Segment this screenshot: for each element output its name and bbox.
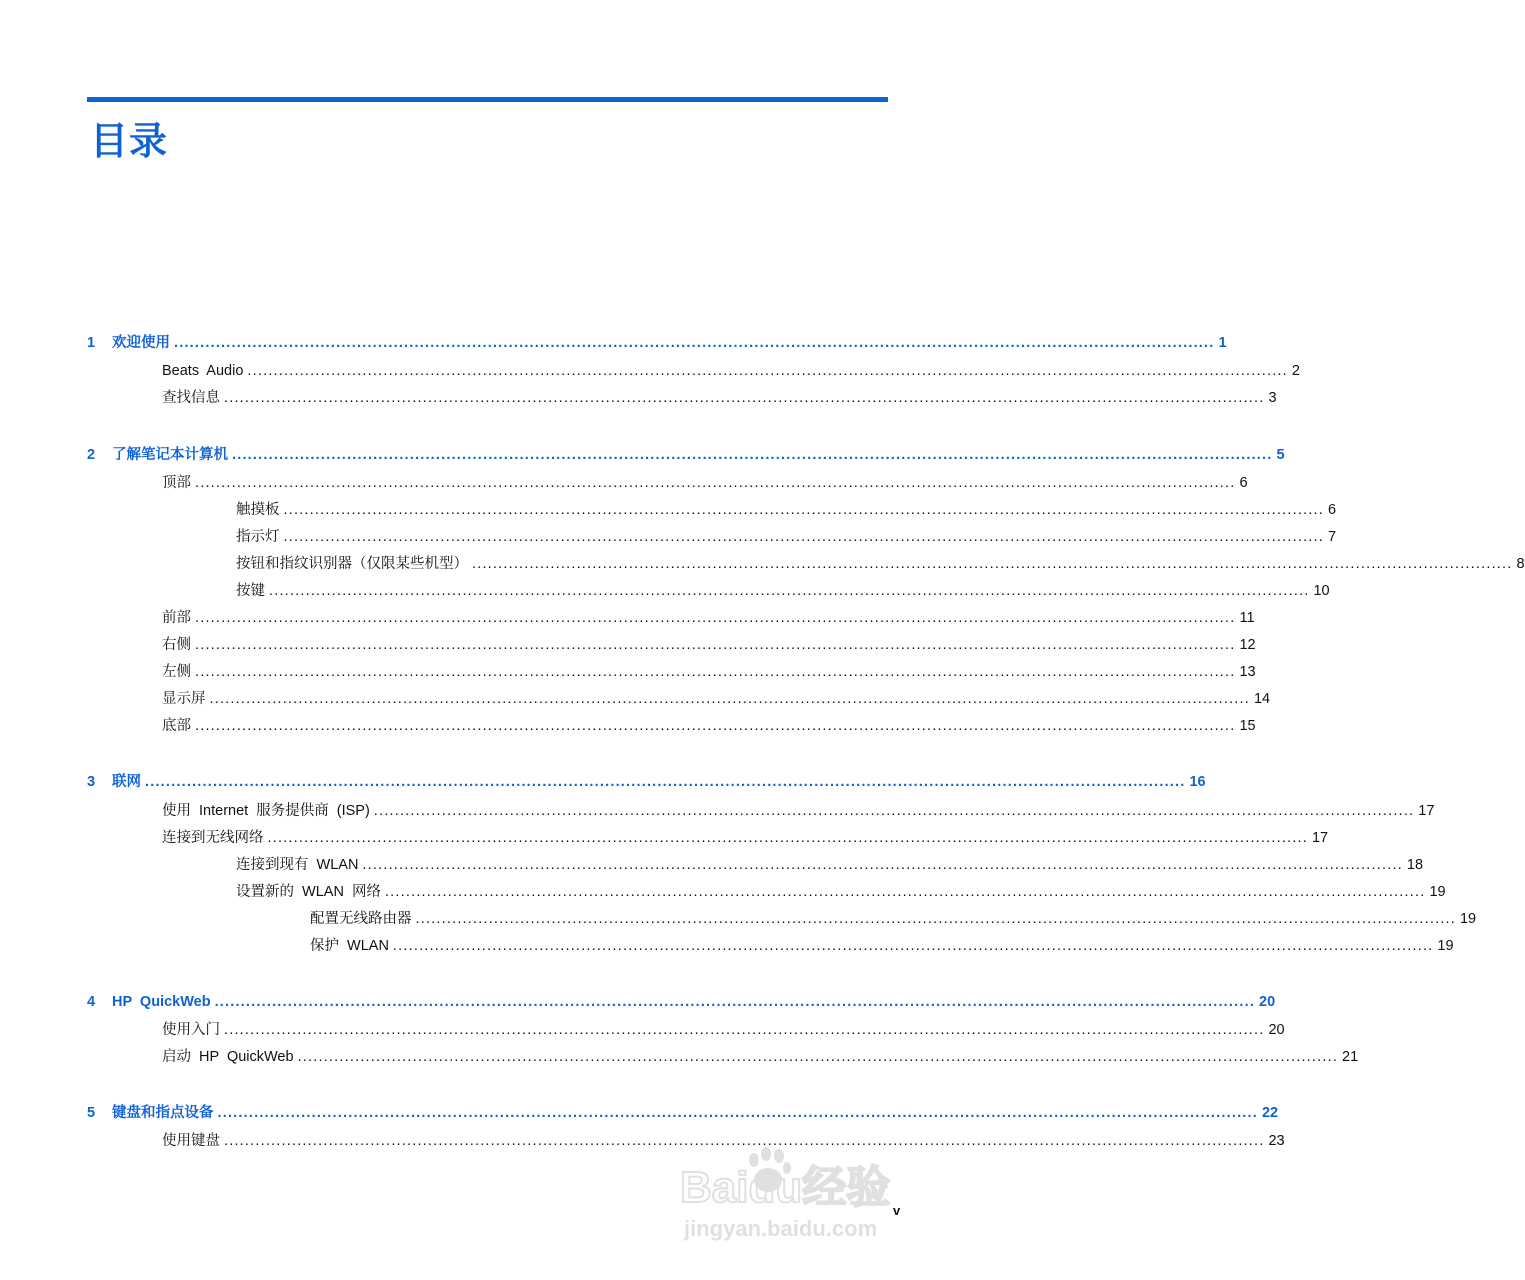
toc-entry-label: 按键	[236, 583, 265, 599]
page-number: v	[893, 1203, 901, 1218]
toc-entry[interactable]	[87, 936, 1454, 956]
toc-entry-label: 使用入门	[162, 1022, 220, 1038]
toc-page-number: 7	[1327, 529, 1337, 545]
toc-entry[interactable]	[87, 716, 1256, 736]
toc-page-number: 13	[1239, 664, 1256, 680]
toc-page-number: 3	[1268, 390, 1277, 406]
toc-dot-leader: .......................................................................................................................................................................................................	[195, 637, 1236, 653]
toc-page-number: 10	[1313, 583, 1330, 599]
toc-entry-label: 左侧	[162, 664, 191, 680]
toc-entry-label: 配置无线路由器	[310, 911, 412, 927]
toc-page-number: 1	[1218, 335, 1227, 351]
toc-dot-leader: .......................................................................................................................................................................................................	[224, 390, 1265, 406]
toc-entry[interactable]	[87, 909, 1477, 929]
toc-dot-leader: .......................................................................................................................................................................................................	[269, 583, 1310, 599]
toc-page-number: 23	[1268, 1133, 1285, 1149]
toc-entry[interactable]	[87, 1020, 1285, 1040]
toc-page-number: 8	[1516, 556, 1525, 572]
toc-entry-label: Beats Audio	[162, 363, 244, 379]
toc-entry[interactable]	[87, 581, 1330, 601]
toc-entry[interactable]	[87, 635, 1256, 655]
toc-entry-label: 右侧	[162, 637, 191, 653]
toc-page-number: 21	[1342, 1049, 1359, 1065]
toc-entry-label: 保护 WLAN	[310, 938, 389, 954]
toc-chapter-number: 3	[87, 774, 96, 790]
toc-page-number: 18	[1406, 857, 1424, 873]
toc-entry-label: 了解笔记本计算机	[112, 447, 228, 463]
toc-page-number: 17	[1418, 803, 1435, 819]
toc-entry-label: 触摸板	[236, 502, 280, 518]
toc-dot-leader: .......................................................................................................................................................................................................	[224, 1133, 1265, 1149]
baidu-jingyan-watermark	[670, 1140, 910, 1250]
toc-entry-label: 查找信息	[162, 390, 220, 406]
toc-dot-leader: .......................................................................................................................................................................................................	[209, 691, 1250, 707]
toc-entry[interactable]	[87, 882, 1446, 902]
toc-entry-label: 启动 HP QuickWeb	[162, 1049, 294, 1065]
toc-chapter-entry[interactable]	[87, 772, 1206, 792]
toc-dot-leader: .......................................................................................................................................................................................................	[283, 529, 1324, 545]
toc-entry[interactable]	[87, 361, 1300, 381]
toc-page-number: 22	[1261, 1105, 1279, 1121]
toc-dot-leader: .......................................................................................................................................................................................................	[174, 335, 1215, 351]
toc-dot-leader: .......................................................................................................................................................................................................	[283, 502, 1324, 518]
toc-chapter-number: 1	[87, 335, 96, 351]
toc-dot-leader: .......................................................................................................................................................................................................	[384, 884, 1426, 900]
toc-page-number: 15	[1239, 718, 1256, 734]
toc-entry[interactable]	[87, 527, 1337, 547]
toc-entry[interactable]	[87, 855, 1424, 875]
toc-dot-leader: .......................................................................................................................................................................................................	[195, 664, 1236, 680]
toc-page-number: 16	[1189, 774, 1206, 790]
toc-page-number: 12	[1239, 637, 1256, 653]
toc-dot-leader: .......................................................................................................................................................................................................	[145, 774, 1186, 790]
toc-entry-label: 联网	[112, 774, 141, 790]
toc-dot-leader: .......................................................................................................................................................................................................	[373, 803, 1415, 819]
toc-entry-label: 使用键盘	[162, 1133, 220, 1149]
toc-dot-leader: .......................................................................................................................................................................................................	[415, 911, 1456, 927]
toc-chapter-number: 2	[87, 447, 96, 463]
toc-entry-label: 显示屏	[162, 691, 206, 707]
toc-chapter-number: 4	[87, 994, 96, 1010]
toc-page-number: 6	[1239, 475, 1248, 491]
toc-entry[interactable]	[87, 828, 1329, 848]
toc-page-number: 6	[1327, 502, 1337, 518]
toc-entry-label: 键盘和指点设备	[112, 1105, 214, 1121]
toc-page-number: 11	[1239, 610, 1255, 626]
watermark-url-text: jingyan.baidu.com	[684, 1216, 878, 1241]
toc-dot-leader: .......................................................................................................................................................................................................	[232, 447, 1273, 463]
toc-page-number: 20	[1268, 1022, 1285, 1038]
toc-entry-label: 连接到无线网络	[162, 830, 264, 846]
toc-entry-label: 使用 Internet 服务提供商 (ISP)	[162, 803, 370, 819]
toc-entry[interactable]	[87, 1047, 1359, 1067]
toc-page-number: 19	[1437, 938, 1454, 954]
toc-entry[interactable]	[87, 608, 1255, 628]
toc-page-number: 5	[1276, 447, 1285, 463]
toc-dot-leader: .......................................................................................................................................................................................................	[224, 1022, 1265, 1038]
toc-page-number: 19	[1459, 911, 1477, 927]
toc-dot-leader: .......................................................................................................................................................................................................	[195, 610, 1236, 626]
toc-dot-leader: .......................................................................................................................................................................................................	[217, 1105, 1258, 1121]
toc-entry-label: 欢迎使用	[112, 335, 170, 351]
toc-entry-label: 按钮和指纹识别器（仅限某些机型）	[236, 556, 468, 572]
toc-entry[interactable]	[87, 662, 1256, 682]
toc-entry-label: HP QuickWeb	[112, 994, 211, 1010]
toc-chapter-entry[interactable]	[87, 333, 1227, 353]
toc-chapter-entry[interactable]	[87, 445, 1285, 465]
toc-page-number: 17	[1311, 830, 1329, 846]
toc-page-number: 20	[1259, 994, 1276, 1010]
toc-dot-leader: .......................................................................................................................................................................................................	[392, 938, 1434, 954]
toc-page-number: 14	[1253, 691, 1271, 707]
toc-entry[interactable]	[87, 388, 1277, 408]
toc-entry-label: 连接到现有 WLAN	[236, 857, 359, 873]
toc-entry-label: 底部	[162, 718, 191, 734]
toc-page-number: 19	[1429, 884, 1446, 900]
toc-chapter-entry[interactable]	[87, 992, 1276, 1012]
toc-dot-leader: .......................................................................................................................................................................................................	[195, 718, 1236, 734]
toc-entry-label: 设置新的 WLAN 网络	[236, 884, 381, 900]
toc-entry[interactable]	[87, 473, 1248, 493]
toc-dot-leader: .......................................................................................................................................................................................................	[472, 556, 1513, 572]
toc-chapter-number: 5	[87, 1105, 96, 1121]
toc-entry-label: 前部	[162, 610, 191, 626]
toc-entry-label: 指示灯	[236, 529, 280, 545]
toc-dot-leader: .......................................................................................................................................................................................................	[297, 1049, 1339, 1065]
toc-dot-leader: .......................................................................................................................................................................................................	[362, 857, 1403, 873]
toc-page-number: 2	[1291, 363, 1300, 379]
toc-dot-leader: .......................................................................................................................................................................................................	[247, 363, 1288, 379]
toc-entry[interactable]	[87, 554, 1525, 574]
toc-entry-label: 顶部	[162, 475, 191, 491]
toc-entry[interactable]	[87, 500, 1337, 520]
page-title: 目录	[90, 119, 169, 163]
toc-dot-leader: .......................................................................................................................................................................................................	[214, 994, 1256, 1010]
toc-dot-leader: .......................................................................................................................................................................................................	[267, 830, 1308, 846]
toc-entry[interactable]	[87, 689, 1271, 709]
watermark-logo-text: Baidu经验	[680, 1163, 891, 1212]
toc-dot-leader: .......................................................................................................................................................................................................	[195, 475, 1236, 491]
toc-entry[interactable]	[87, 801, 1435, 821]
toc-chapter-entry[interactable]	[87, 1103, 1279, 1123]
